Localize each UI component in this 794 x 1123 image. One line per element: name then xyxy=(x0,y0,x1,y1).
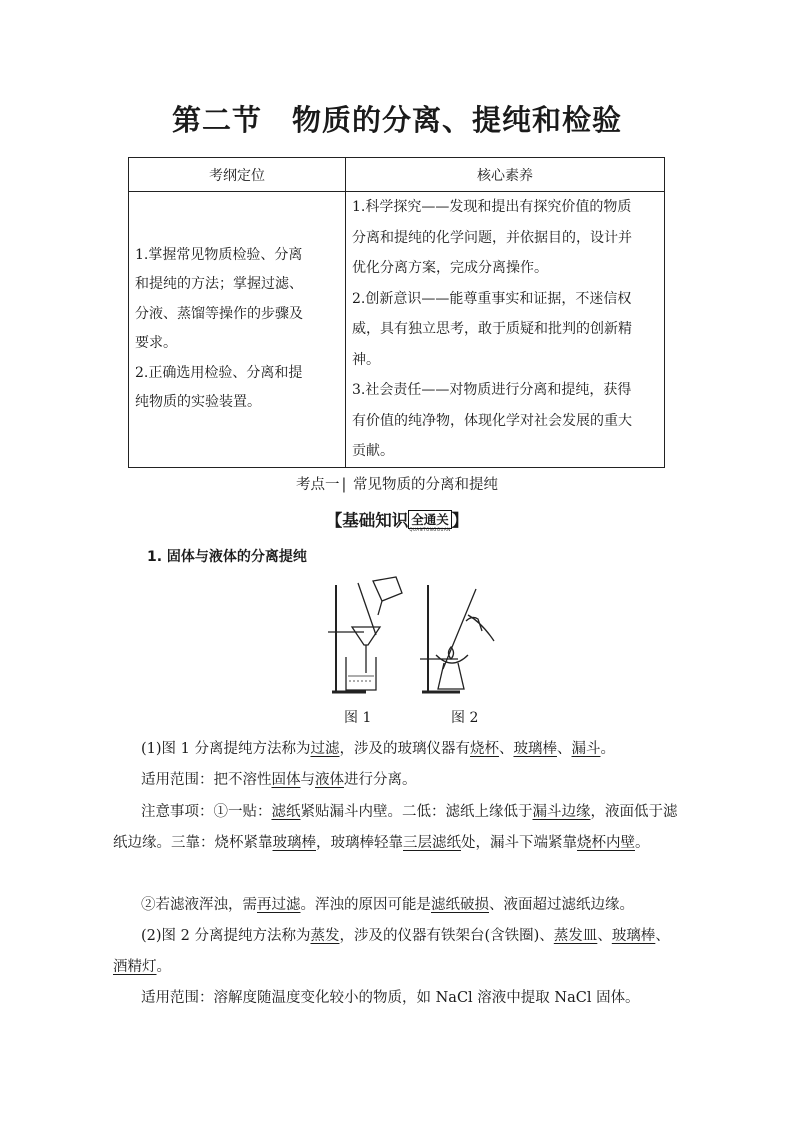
figure2-caption: 图 2 xyxy=(451,710,479,726)
syllabus-table xyxy=(128,157,665,468)
text: 。 xyxy=(156,959,171,975)
figure1-filtration xyxy=(328,577,402,692)
suyang-line: 优化分离方案，完成分离操作。 xyxy=(352,260,548,276)
kaogang-line: 要求。 xyxy=(135,335,177,352)
answer-underline: 三层滤纸 xyxy=(403,835,461,851)
suyang-line: 2.创新意识——能尊重事实和证据，不迷信权 xyxy=(352,290,632,307)
kaodian-label: 考点一 xyxy=(296,477,340,493)
paragraph-scope-1 xyxy=(113,765,683,796)
paragraph-notes xyxy=(113,797,683,859)
answer-underline: 滤纸破损 xyxy=(431,897,489,913)
banner-box-sub: QUANTONGGUAN xyxy=(409,527,451,532)
answer-underline: 再过滤 xyxy=(257,897,301,913)
table-header-row xyxy=(129,158,665,192)
paragraph-scope-2 xyxy=(113,983,683,1014)
answer-underline: 烧杯内壁 xyxy=(577,835,635,851)
paragraph-filtration xyxy=(113,734,683,765)
apparatus-figure xyxy=(318,575,508,700)
text: 、 xyxy=(556,741,572,757)
suyang-line: 神。 xyxy=(352,351,380,368)
text: (2)图 2 分离提纯方法称为 xyxy=(141,928,311,944)
kaogang-line: 和提纯的方法；掌握过滤、 xyxy=(135,276,303,293)
text: 适用范围：溶解度随温度变化较小的物质，如 NaCl 溶液中提取 NaCl 固体。 xyxy=(141,990,640,1006)
suyang-line: 威，具有独立思考，敢于质疑和批判的创新精 xyxy=(352,321,632,337)
kaodian-divider: | xyxy=(341,477,347,493)
text: (1)图 1 分离提纯方法称为 xyxy=(141,741,311,757)
answer-underline: 漏斗边缘 xyxy=(532,804,591,820)
text: ，涉及的仪器有铁架台(含铁圈)、 xyxy=(339,928,554,944)
section-banner xyxy=(0,507,794,531)
text: 、液面超过滤纸边缘。 xyxy=(489,897,634,913)
kaogang-line: 1.掌握常见物质检验、分离 xyxy=(135,246,303,263)
text: ，涉及的玻璃仪器有 xyxy=(339,741,470,757)
banner-right: 】 xyxy=(451,511,469,530)
answer-underline: 蒸发 xyxy=(310,928,340,944)
text: 注意事项：①一贴： xyxy=(141,804,272,820)
answer-underline: 液体 xyxy=(315,772,344,788)
text: ②若滤液浑浊，需 xyxy=(141,897,257,913)
kaogang-line: 分液、蒸馏等操作的步骤及 xyxy=(135,305,303,322)
answer-underline: 过滤 xyxy=(310,741,340,757)
suyang-line: 贡献。 xyxy=(352,443,394,459)
kaogang-line: 纯物质的实验装置。 xyxy=(135,394,261,411)
banner-box xyxy=(408,510,452,532)
kaogang-cell xyxy=(129,192,346,468)
subsection-heading: 1. 固体与液体的分离提纯 xyxy=(147,549,307,565)
kaogang-line: 2.正确选用检验、分离和提 xyxy=(135,364,303,381)
banner-box-text: 全通关 xyxy=(411,512,449,527)
answer-underline: 玻璃棒 xyxy=(272,835,316,851)
answer-underline: 烧杯 xyxy=(469,741,499,757)
banner-left: 【基础知识 xyxy=(325,511,409,530)
answer-underline: 滤纸 xyxy=(271,804,301,820)
answer-underline: 玻璃棒 xyxy=(513,741,557,757)
answer-underline: 玻璃棒 xyxy=(611,928,656,944)
text: 适用范围：把不溶性 xyxy=(141,772,272,788)
answer-underline: 漏斗 xyxy=(571,741,601,757)
text: 。 xyxy=(600,741,615,757)
header-kaogang: 考纲定位 xyxy=(129,158,346,192)
text: 与 xyxy=(300,772,315,788)
suyang-cell xyxy=(346,192,665,468)
text: 紧贴漏斗内壁。二低：滤纸上缘低于 xyxy=(300,804,533,820)
text: 、 xyxy=(498,741,514,757)
suyang-line: 有价值的纯净物，体现化学对社会发展的重大 xyxy=(352,412,632,429)
kaodian-heading xyxy=(0,473,794,494)
text: ，玻璃棒轻靠 xyxy=(316,835,403,851)
text: 、 xyxy=(655,928,670,944)
answer-underline: 酒精灯 xyxy=(113,959,157,975)
paragraph-evaporation xyxy=(113,921,683,983)
text: 。 xyxy=(635,835,650,851)
suyang-line: 3.社会责任——对物质进行分离和提纯，获得 xyxy=(352,382,632,398)
text: 进行分离。 xyxy=(344,772,417,788)
suyang-line: 分离和提纯的化学问题，并依据目的，设计并 xyxy=(352,229,632,246)
figure2-evaporation xyxy=(420,585,494,692)
suyang-line: 1.科学探究——发现和提出有探究价值的物质 xyxy=(352,199,632,215)
text: 。浑浊的原因可能是 xyxy=(300,897,431,913)
figure1-caption: 图 1 xyxy=(344,710,372,726)
answer-underline: 蒸发皿 xyxy=(553,928,598,944)
table-body-row xyxy=(129,192,665,468)
paragraph-refilter xyxy=(113,890,683,921)
page-title: 第二节 物质的分离、提纯和检验 xyxy=(171,103,622,137)
text: 、 xyxy=(597,928,612,944)
kaodian-topic: 常见物质的分离和提纯 xyxy=(353,477,498,493)
header-suyang: 核心素养 xyxy=(346,158,665,192)
answer-underline: 固体 xyxy=(271,772,301,788)
text: ，液面低于滤纸边缘。三靠：烧杯紧靠 xyxy=(113,804,678,851)
text: 处，漏斗下端紧靠 xyxy=(461,835,577,851)
